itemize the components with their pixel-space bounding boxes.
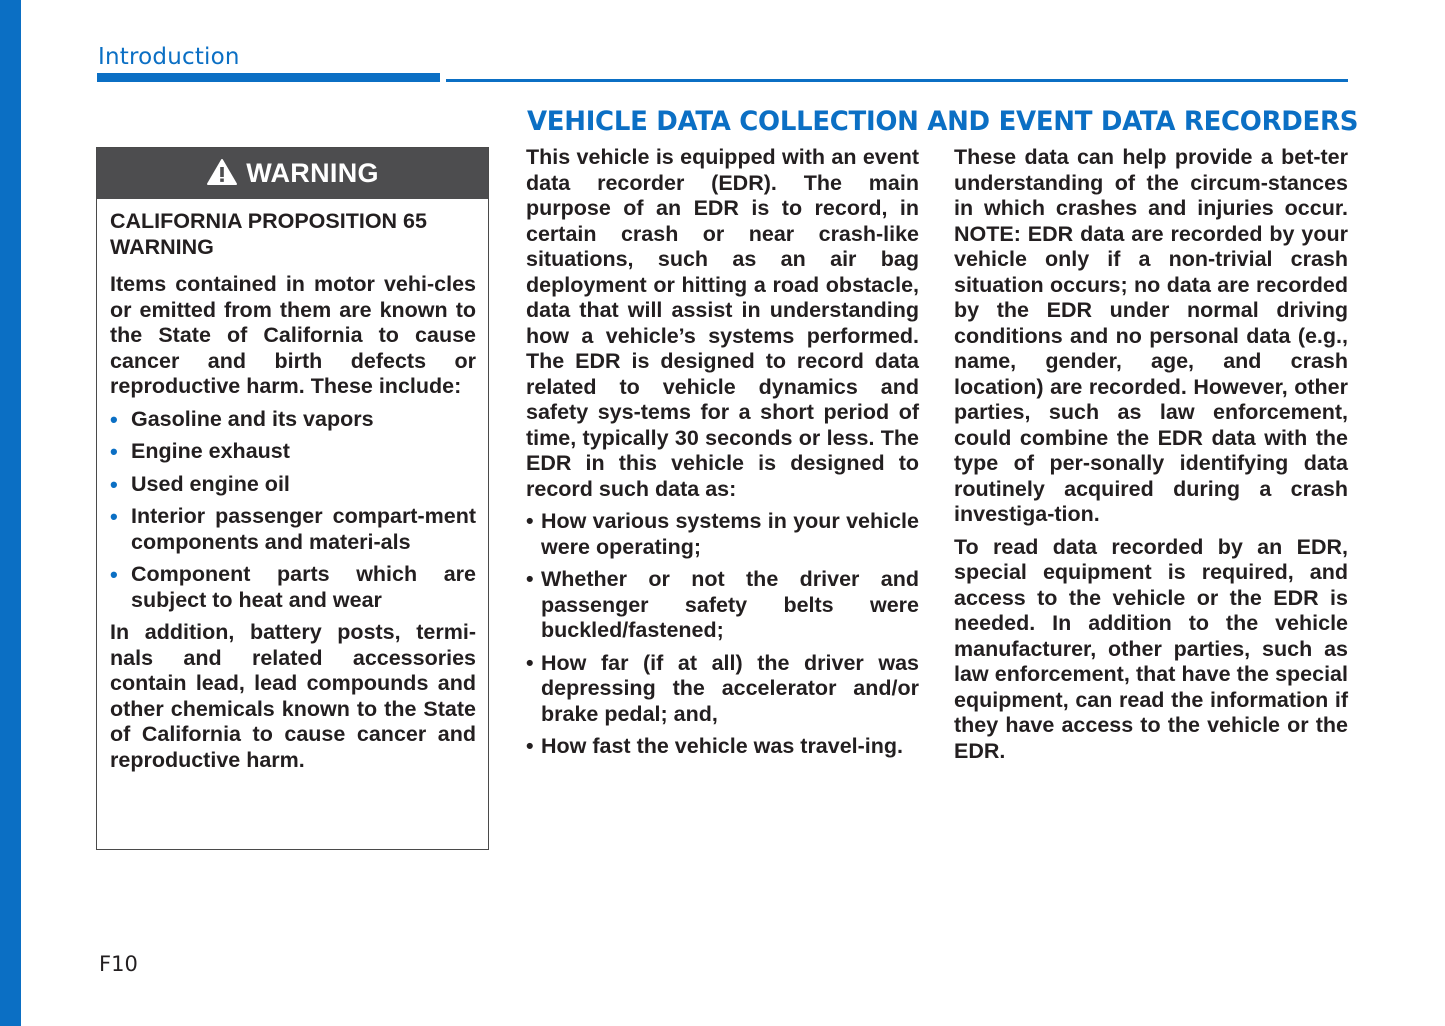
warning-header-label: WARNING [246, 158, 379, 188]
side-accent-bar [0, 0, 21, 1026]
bullet-dot: • [110, 439, 118, 464]
warning-subtitle: CALIFORNIA PROPOSITION 65 WARNING [110, 209, 427, 259]
list-item: • Gasoline and its vapors [110, 406, 374, 432]
warning-list [110, 407, 476, 614]
warning-header [97, 148, 488, 199]
bullet-dot: • [526, 734, 534, 758]
list-item: • Used engine oil [110, 471, 290, 497]
bullet-dot: • [526, 650, 534, 675]
list-item: • Engine exhaust [110, 439, 290, 464]
list-item: • Interior passenger compart-ment components and materi-als [110, 504, 476, 554]
list-item: • How various systems in your vehicle were operating; [526, 509, 919, 559]
bullet-dot: • [110, 504, 118, 529]
edr-note-paragraph: These data can help provide a bet-ter understanding of the circum-stances in which crashes and injuries occur. NOTE: EDR data are recorded by your vehicle only if a non-trivial crash situation occurs; no data are recorded by the EDR under normal driving conditions and no personal data (e.g., name, gender, age, and crash location) are recorded. However, other parties, such as law enforcement, could combine the EDR data with the type of per-sonally identifying data routinely acquired during a crash investiga-tion. [954, 145, 1348, 526]
list-item: • How far (if at all) the driver was depressing the accelerator and/or brake pedal; and, [526, 650, 919, 726]
edr-intro-paragraph: This vehicle is equipped with an event data recorder (EDR). The main purpose of an EDR is to record, in certain crash or near crash-like situations, such as an air bag deployment or hitting a road obstacle, data that will assist in understanding how a vehicle’s systems performed. The EDR is designed to record data related to vehicle dynamics and safety sys-tems for a short period of time, typically 30 seconds or less. The EDR in this vehicle is designed to record such data as: [526, 145, 919, 501]
header-rule-thin [446, 79, 1348, 82]
warning-closing: In addition, battery posts, termi-nals and related accessories contain lead, lead compounds and other chemicals known to the State of California to cause cancer and reproductive harm. [110, 620, 476, 772]
bullet-dot: • [110, 471, 118, 497]
list-item: • Whether or not the driver and passenger safety belts were buckled/fastened; [526, 567, 919, 642]
header-rule-thick [97, 73, 440, 82]
middle-column [526, 145, 919, 767]
bullet-dot: • [110, 406, 118, 432]
bullet-dot: • [526, 567, 534, 591]
warning-intro: Items contained in motor vehi-cles or emitted from them are known to the State of California to cause cancer and birth defects or reproductive harm. These include: [110, 272, 476, 398]
warning-box [96, 147, 489, 850]
list-item: • Component parts which are subject to heat and wear [110, 562, 476, 612]
page-number: F10 [99, 952, 138, 976]
right-column [954, 145, 1348, 764]
bullet-dot: • [110, 562, 118, 587]
edr-data-list [526, 509, 919, 760]
edr-access-paragraph: To read data recorded by an EDR, special equipment is required, and access to the vehicle or the EDR is needed. In addition to the vehicle manufacturer, other parties, such as law enforcement, that have the special equipment, can read the information if they have access to the vehicle or the EDR. [954, 534, 1348, 763]
warning-content [97, 199, 488, 773]
section-label: Introduction [98, 44, 240, 70]
bullet-dot: • [526, 509, 534, 533]
warning-triangle-icon [206, 158, 238, 186]
list-item: • How fast the vehicle was travel-ing. [526, 734, 904, 758]
page-title: VEHICLE DATA COLLECTION AND EVENT DATA RECORDERS [527, 106, 1359, 137]
